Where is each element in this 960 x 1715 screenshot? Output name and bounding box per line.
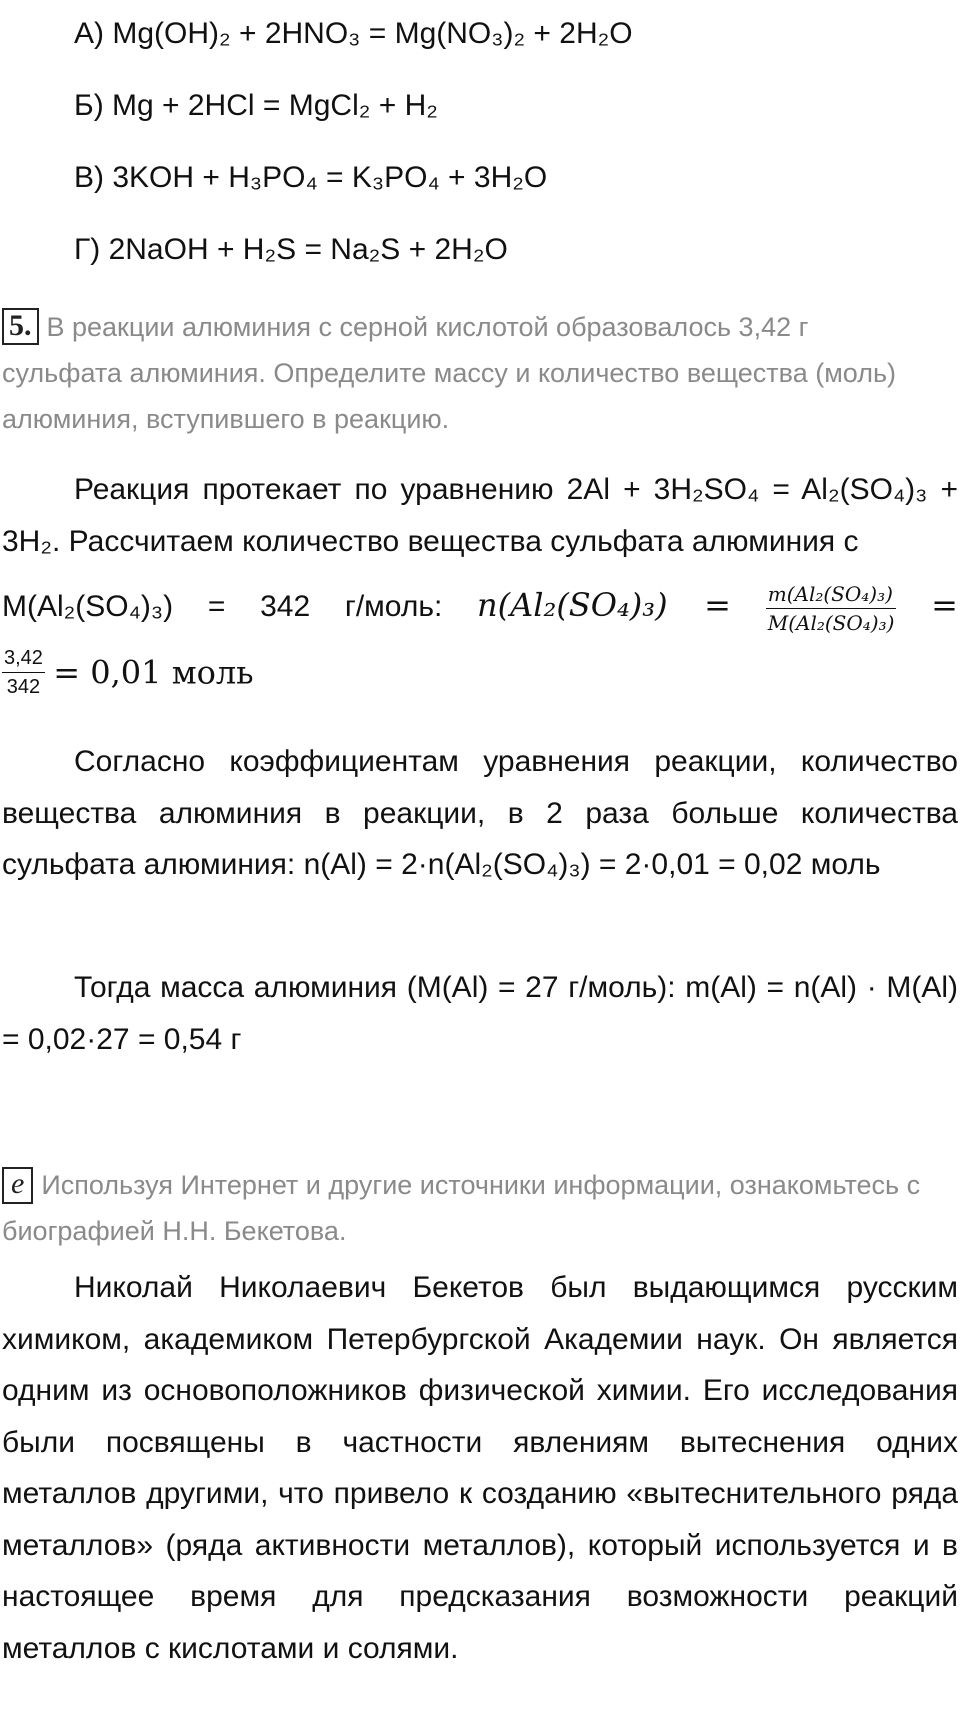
equation-b: Б) Mg + 2HCl = MgCl₂ + H₂	[74, 89, 438, 122]
calc-denominator: 342	[6, 676, 41, 698]
task-5-prompt: В реакции алюминия с серной кислотой образовалось 3,42 г сульфата алюминия. Определите массу и количество вещества (моль) алюминия, вступившего в реакцию.	[2, 312, 897, 434]
extra-task-prompt: Используя Интернет и другие источники информации, ознакомьтесь с биографией Н.Н. Бекетова.	[2, 1170, 921, 1246]
extra-task-badge: e	[2, 1167, 33, 1204]
calculation-line	[2, 646, 958, 718]
calc-fraction	[2, 646, 45, 699]
formula-lhs: n(Al₂(SO₄)₃) =	[477, 586, 731, 624]
extra-task	[2, 1162, 942, 1254]
task-5	[2, 304, 932, 442]
task-number-badge: 5.	[2, 308, 39, 345]
formula-line: M(Al₂(SO₄)₃) = 342 г/моль: n(Al₂(SO₄)₃) = $\frac{\text{m(Al₂(SO₄)₃)}}{\text{M(Al₂(SO₄)₃)}}$ =	[2, 581, 958, 635]
calc-result: = 0,01 моль	[53, 653, 254, 692]
equation-a: А) Mg(OH)₂ + 2HNO₃ = Mg(NO₃)₂ + 2H₂O	[74, 17, 633, 50]
calc-numerator: 3,42	[2, 646, 45, 673]
formula-denominator: M(Al₂(SO₄)₃)	[767, 610, 895, 635]
extra-task-answer: Николай Николаевич Бекетов был выдающимся русским химиком, академиком Петербургской Академии наук. Он является одним из основоположников физической химии. Его исследования были посвящены в частности явлениям вытеснения одних металлов другими, что привело к созданию «вытеснительного ряда металлов» (ряда активности металлов), который используется и в настоящее время для предсказания возможности реакций металлов с кислотами и солями.	[2, 1271, 958, 1665]
solution-paragraph-2: Согласно коэффициентам уравнения реакции, количество вещества алюминия в реакции, в 2 раза больше количества сульфата алюминия: n(Al) = 2·n(Al₂(SO₄)₃) = 2·0,01 = 0,02 моль	[2, 745, 958, 881]
equation-v: В) 3KOH + H₃PO₄ = K₃PO₄ + 3H₂O	[74, 161, 548, 194]
molar-mass-text: M(Al₂(SO₄)₃) = 342 г/моль:	[2, 590, 443, 623]
equation-g: Г) 2NaOH + H₂S = Na₂S + 2H₂O	[74, 233, 508, 266]
solution-paragraph-1: Реакция протекает по уравнению 2Al + 3H₂SO₄ = Al₂(SO₄)₃ + 3H₂. Рассчитаем количество вещества сульфата алюминия с	[2, 473, 958, 558]
formula-fraction	[766, 582, 897, 635]
formula-numerator: m(Al₂(SO₄)₃)	[766, 582, 897, 609]
solution-paragraph-3: Тогда масса алюминия (M(Al) = 27 г/моль): m(Al) = n(Al) · M(Al) = 0,02·27 = 0,54 г	[2, 971, 958, 1056]
